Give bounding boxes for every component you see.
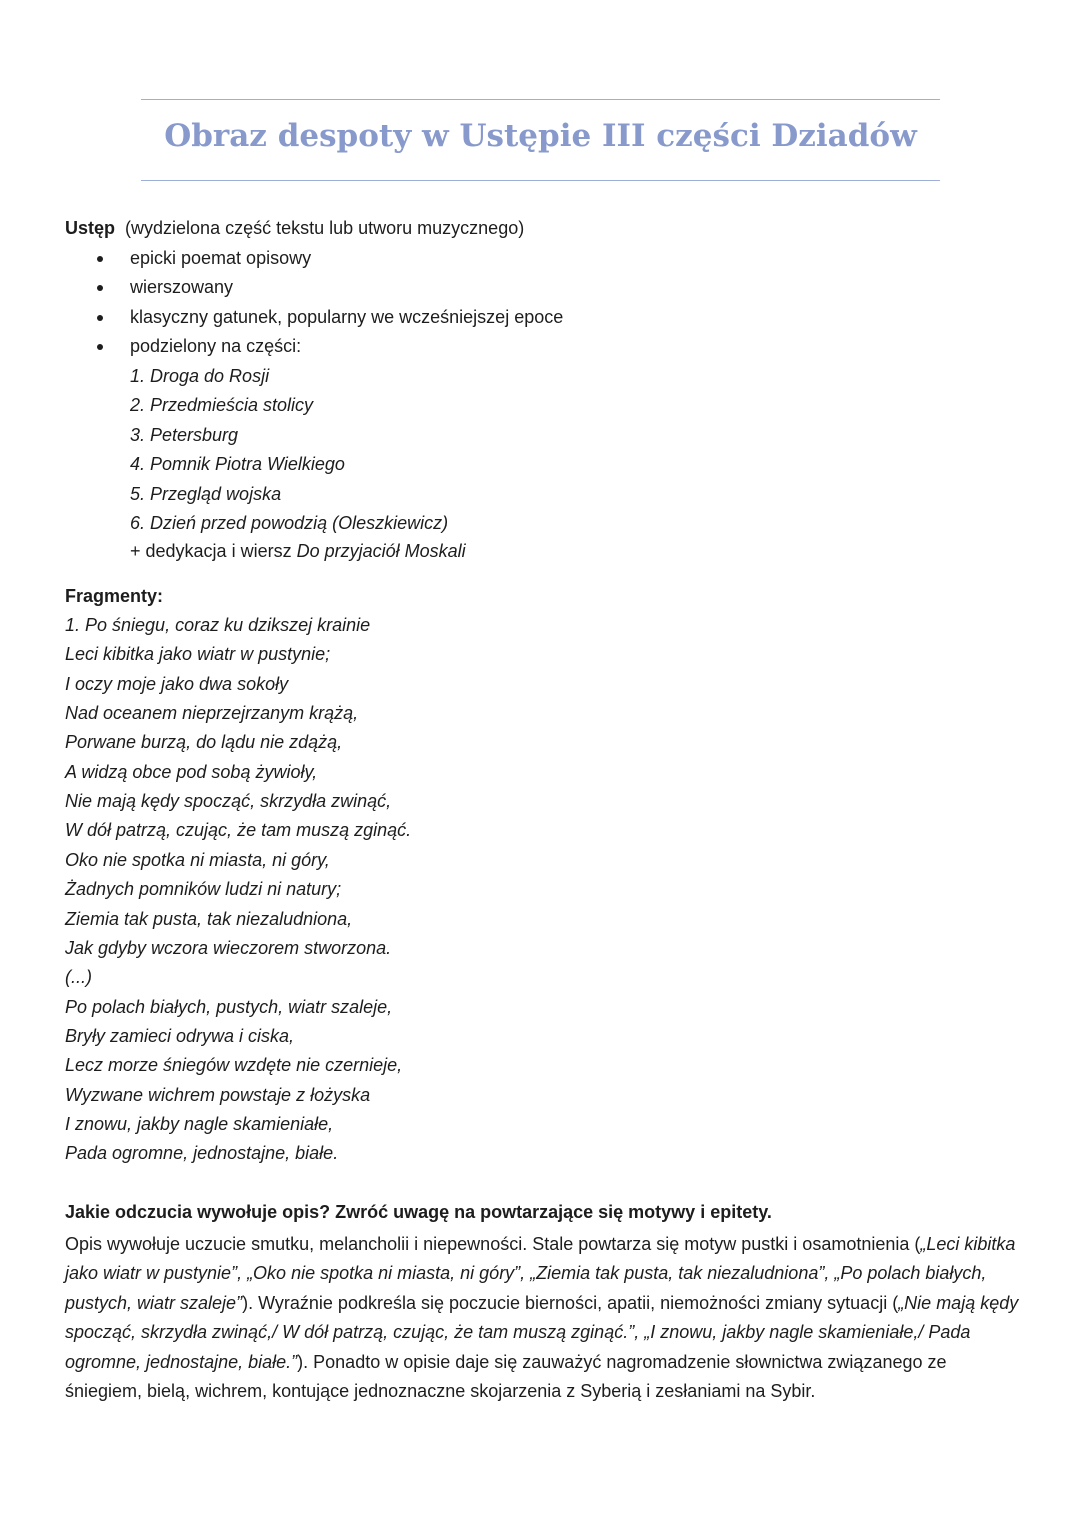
fragment-line: W dół patrzą, czując, że tam muszą zginąć. <box>65 820 412 841</box>
fragment-line: Nie mają kędy spocząć, skrzydła zwinąć, <box>65 791 392 812</box>
question-heading: Jakie odczucia wywołuje opis? Zwróć uwagę na powtarzające się motywy i epitety. <box>65 1202 772 1222</box>
fragment-line: 1. Po śniegu, coraz ku dzikszej krainie <box>65 615 371 635</box>
dedication-line <box>130 539 466 563</box>
part-item: 2. Przedmieścia stolicy <box>130 395 314 416</box>
fragments-heading: Fragmenty: <box>65 586 164 606</box>
part-item: 6. Dzień przed powodzią (Oleszkiewicz) <box>130 513 449 533</box>
fragment-line: I oczy moje jako dwa sokoły <box>65 673 289 694</box>
dedication-prefix: + dedykacja i wiersz <box>130 541 297 561</box>
part-item: 5. Przegląd wojska <box>130 483 282 504</box>
fragment-line: Pada ogromne, jednostajne, białe. <box>65 1143 339 1164</box>
fragment-line: Żadnych pomników ludzi ni natury; <box>65 879 342 900</box>
fragment-line: Porwane burzą, do lądu nie zdążą, <box>65 732 343 753</box>
answer-text-1: Opis wywołuje uczucie smutku, melancholii i niepewności. Stale powtarza się motyw pustki i osamotnienia ( <box>65 1234 921 1254</box>
fragment-line: Lecz morze śniegów wzdęte nie czernieje, <box>65 1055 403 1076</box>
fragment-line: Jak gdyby wczora wieczorem stworzona. <box>65 937 392 958</box>
fragment-line: Bryły zamieci odrywa i ciska, <box>65 1025 295 1046</box>
bullet-item: klasyczny gatunek, popularny we wcześniejszej epoce <box>130 306 564 327</box>
answer-text-2: ). Wyraźnie podkreśla się poczucie bierności, apatii, niemożności zmiany sytuacji ( <box>242 1292 899 1313</box>
part-item: 1. Droga do Rosji <box>130 366 270 386</box>
definition-line <box>65 216 524 240</box>
part-item: 3. Petersburg <box>130 424 239 445</box>
definition-text: (wydzielona część tekstu lub utworu muzycznego) <box>125 218 525 238</box>
fragment-line: I znowu, jakby nagle skamieniałe, <box>65 1113 334 1134</box>
fragment-line: Nad oceanem nieprzejrzanym krążą, <box>65 703 359 724</box>
bullet-item: wierszowany <box>130 277 234 298</box>
dedication-title: Do przyjaciół Moskali <box>296 541 466 561</box>
fragment-line: Oko nie spotka ni miasta, ni góry, <box>65 849 330 870</box>
fragment-line: Po polach białych, pustych, wiatr szaleje, <box>65 996 393 1017</box>
bullet-item: epicki poemat opisowy <box>130 248 312 268</box>
title-rule-top <box>141 99 940 100</box>
definition-term: Ustęp <box>65 218 116 238</box>
fragment-line: (...) <box>65 967 92 988</box>
part-item: 4. Pomnik Piotra Wielkiego <box>130 454 345 475</box>
fragment-line: Wyzwane wichrem powstaje z łożyska <box>65 1084 371 1105</box>
title-rule-bottom <box>141 180 940 181</box>
page-title: Obraz despoty w Ustępie III części Dziadów <box>164 118 917 154</box>
answer-paragraph <box>65 1230 1025 1406</box>
fragment-line: Ziemia tak pusta, tak niezaludniona, <box>65 908 353 929</box>
fragment-line: A widzą obce pod sobą żywioły, <box>65 761 318 782</box>
bullet-dot <box>97 315 103 321</box>
answer-quote-1: „Leci kibitka jako wiatr w pustynie”, „Oko nie spotka ni miasta, ni góry”, „Ziemia tak pusta, tak niezaludniona”, „Po polach białych, pustych, wiatr szaleje” <box>65 1234 1016 1313</box>
bullet-dot <box>97 256 103 262</box>
bullet-dot <box>97 344 103 350</box>
bullet-dot <box>97 285 103 291</box>
answer-text-3: ). Ponadto w opisie daje się zauważyć nagromadzenie słownictwa związanego ze śniegiem, bielą, wichrem, kontujące jednoznaczne skojarzenia z Syberią i zesłaniami na Sybir. <box>65 1351 947 1402</box>
answer-quote-2: „Nie mają kędy spocząć, skrzydła zwinąć,/ W dół patrzą, czując, że tam muszą zginąć.”, „I znowu, jakby nagle skamieniałe,/ Pada ogromne, jednostajne, białe.” <box>65 1292 1019 1372</box>
bullet-item: podzielony na części: <box>130 336 302 357</box>
fragment-line: Leci kibitka jako wiatr w pustynie; <box>65 644 331 665</box>
